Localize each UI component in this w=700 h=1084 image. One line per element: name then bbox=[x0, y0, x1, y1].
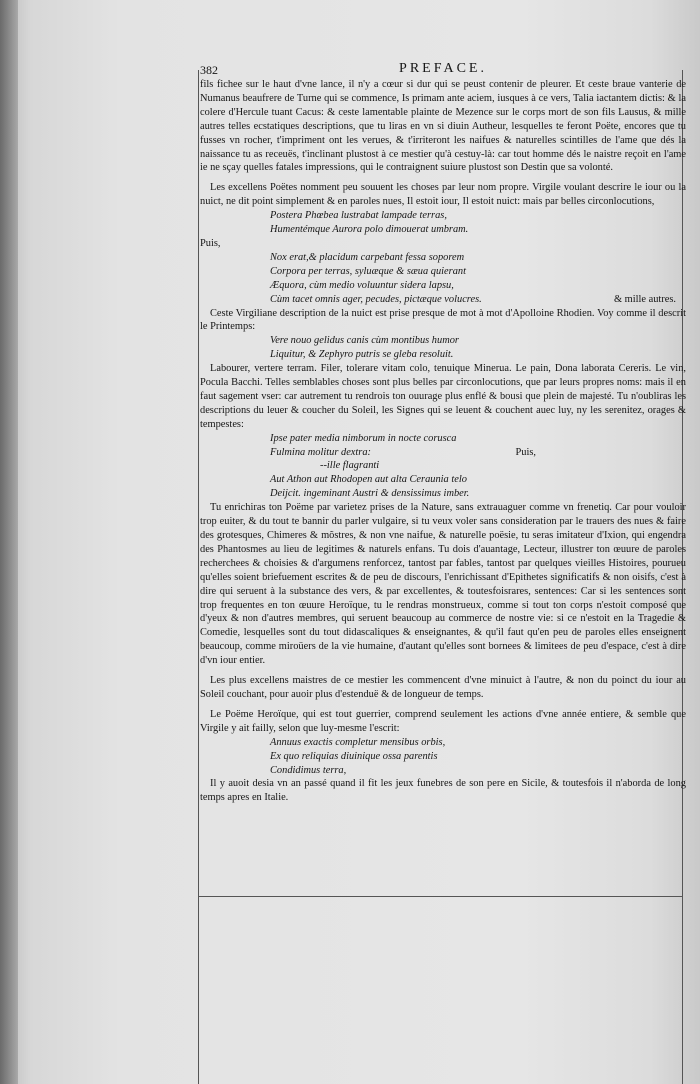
text-column bbox=[200, 62, 686, 805]
verse-line: Liquitur, & Zephyro putris se gleba resoluit. bbox=[270, 349, 454, 361]
verse-line: Postera Phœbea lustrabat lampade terras, bbox=[270, 210, 447, 222]
verse-line: Æquora, cùm medio voluuntur sidera lapsu, bbox=[270, 279, 454, 291]
paragraph: Il y auoit desia vn an passé quand il fit les jeux funebres de son pere en Sicile, & toutesfois il n'aborda de long temps apres en Italie. bbox=[200, 778, 686, 804]
verse-line: Ipse pater media nimborum in nocte corusca bbox=[270, 432, 457, 444]
puis-label: Puis, bbox=[200, 237, 221, 249]
verse-line: Annuus exactis completur mensibus orbis, bbox=[270, 736, 446, 748]
paragraph: Ceste Virgiliane description de la nuict est prise presque de mot à mot d'Apolloine Rhodien. Voy comme il descrit le Printemps: bbox=[200, 307, 686, 333]
verse-line: Cùm tacet omnis ager, pecudes, pictæque volucres. bbox=[270, 293, 482, 305]
paragraph: Tu enrichiras ton Poëme par varietez prises de la Nature, sans extrauaguer comme vn frenetiq. Car pour vouloir trop euiter, & du tout te bannir du parler vulgaire, si tu veux voler sans consideration par le trauers des nues & faire des grotesques, Chimeres & mõstres, & non vne naifue, & naturelle poësie, tu seras imitateur d'Ixion, qui engendra des Phantosmes au lieu de legitimes & naturels enfans. Tu dois d'auantage, Lecteur, illustrer ton œuure de paroles recherchees & choisies & d'argumens renforcez, tantost par fables, tantost par quelques vieilles Histoires, pourueu qu'elles soient briefuement escrites & de peu de discours, l'enrichissant d'Epithetes significatifs & non oisifs, c'est à dire qui seruent à la substance des vers, & par excellentes, & toutesfoisrares, sentences: Car si les sentences sont trop frequentes en ton œuure Heroïque, tu le rendras monstrueux, comme si tout ton corps n'estoit composé que d'yeux & non d'autres membres, qui seruent beaucoup au commerce de nostre vie: si ce n'estoit en la Tragedie & Comedie, lesquelles sont du tout didascaliques & enseignantes, & qu'il faut qu'en peu de paroles elles enseignent beaucoup, comme miroüers de la vie humaine, d'autant qu'elles sont bornees & limitees de peu d'espace, c'est à dire d'vn iour entier. bbox=[200, 502, 686, 667]
verse-line: Aut Athon aut Rhodopen aut alta Ceraunia telo bbox=[270, 474, 467, 486]
verse-line: Deijcit. ingeminant Austri & densissimus imber. bbox=[270, 488, 470, 500]
frame-line-left bbox=[198, 70, 199, 1084]
binding-fold bbox=[0, 0, 18, 1084]
frame-line-bottom bbox=[198, 896, 682, 897]
verse-tail: & mille autres. bbox=[613, 293, 676, 305]
verse-line: Condidimus terra, bbox=[270, 764, 347, 776]
verse-line: Vere nouo gelidus canis cùm montibus humor bbox=[270, 335, 459, 347]
verse-line: Fulmina molitur dextra: bbox=[270, 446, 372, 458]
paragraph: Les plus excellens maistres de ce mestier les commencent d'vne minuict à l'autre, & non du poinct du iour au Soleil couchant, pour auoir plus d'estenduë & de longueur de temps. bbox=[200, 675, 686, 700]
paragraph: Les excellens Poëtes nomment peu souuent les choses par leur nom propre. Virgile voulant descrire le iour ou la nuict, ne dit point simplement & en paroles nues, Il estoit iour, Il estoit nuict: mais par belles circonlocutions, bbox=[200, 182, 686, 208]
puis-label: Puis, bbox=[515, 446, 536, 458]
page-number: 382 bbox=[200, 63, 218, 77]
running-header bbox=[200, 62, 686, 78]
verse-line: Ex quo reliquias diuinique ossa parentis bbox=[270, 750, 438, 762]
page-title: PREFACE. bbox=[399, 61, 487, 76]
paragraph: Le Poëme Heroïque, qui est tout guerrier, comprend seulement les actions d'vne année entiere, & semble que Virgile y ait failly, selon que luy-mesme l'escrit: bbox=[200, 708, 686, 734]
verse-line: Corpora per terras, syluæque & sæua quierant bbox=[270, 265, 466, 277]
verse-line: Nox erat,& placidum carpebant fessa soporem bbox=[270, 251, 465, 263]
verse-line: --ille flagranti bbox=[320, 460, 380, 472]
paragraph: Labourer, vertere terram. Filer, tolerare vitam colo, tenuique Minerua. Le pain, Dona laborata Cereris. Le vin, Pocula Bacchi. Telles semblables choses sont plus belles par circonlocutions, que par leurs propres noms: mais il en faut sagement vser: car autrement tu rendrois ton ouurage plus enflé & bousi que plein de majesté. Tu n'oubliras les descriptions du leuer & coucher du Soleil, les Signes qui se leuent & couchent auec luy, ny les serenitez, orages & tempestes: bbox=[200, 363, 686, 430]
paragraph: fils fichee sur le haut d'vne lance, il n'y a cœur si dur qui se peust contenir de pleurer. Et ceste braue vanterie de Numanus beaufrere de Turne qui se commence, Is primam ante aciem, iusques à ce vers, Talia iactantem dictis: & la colere d'Hercule tuant Cacus: & ceste lamentable plainte de Mezence sur le corps mort de son fils Lausus, & mille autres telles ecstatiques descriptions, que tu liras en vn si diuin Autheur, lesquelles te feront Poëte, encores que tu fusses vn rocher, t'impriment ont les verues, & t'irriteront les naifues & naturelles scintilles de l'ame que dés la naissance tu as receuës, t'inclinant plustost à ce mestier qu'à cestuy-là: car tout homme dés le naistre reçoit en l'ame ie ne sçay quelles fatales impressions, qui le contraignent suiure plustost son Destin que sa volonté. bbox=[200, 79, 686, 174]
verse-line: Humentémque Aurora polo dimouerat umbram. bbox=[270, 224, 469, 236]
